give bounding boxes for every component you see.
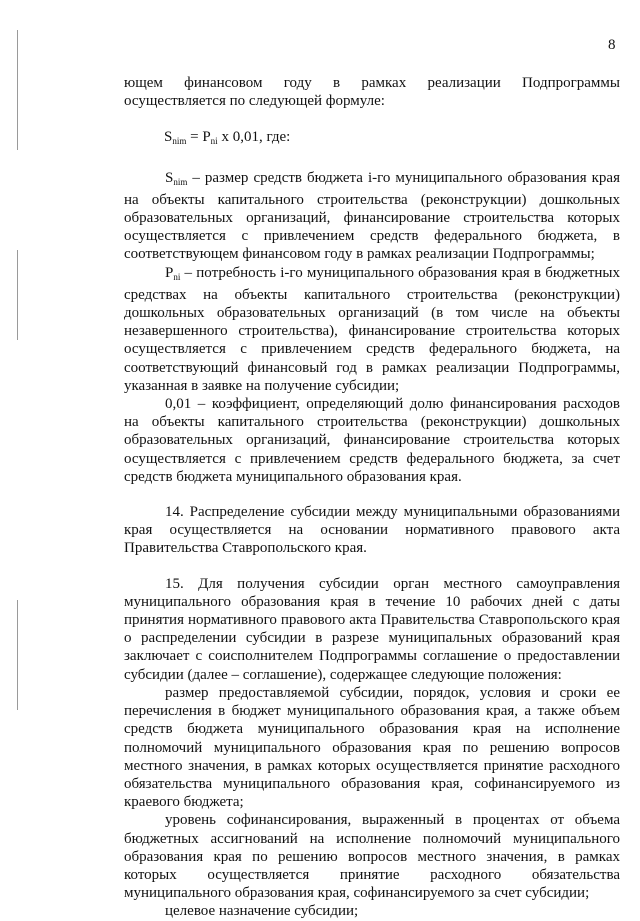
definition-s (124, 169, 620, 264)
formula-p-sub: ni (210, 136, 218, 147)
scan-margin-line (17, 30, 18, 150)
formula-p: P (202, 129, 211, 146)
page-number: 8 (608, 37, 616, 53)
scan-margin-line (17, 250, 18, 340)
formula-s: S (164, 129, 173, 146)
definition-s-text: – размер средств бюджета i-го муниципального образования края на объекты капитального строительства (реконструкции) дошкольных образовательных организаций, финансирование строительства которых осуществляется с привлечением средств федерального бюджета, в соответствующем финансовом году в рамках реализации Подпрограммы; (124, 169, 620, 263)
definition-s-letter: S (165, 169, 174, 186)
formula-s-sub: nim (172, 136, 187, 147)
formula (164, 128, 620, 150)
definition-coefficient: 0,01 – коэффициент, определяющий долю финансирования расходов на объекты капитального строительства (реконструкции) дошкольных образовательных организаций, финансирование строительства которых осуществляется с привлечением средств федерального бюджета, за счет средств бюджета муниципального образования края. (124, 396, 620, 485)
formula-eq: = (186, 129, 203, 146)
definition-p (124, 264, 620, 395)
document-body (124, 74, 620, 921)
definition-p-sub: ni (173, 271, 181, 282)
formula-tail: x 0,01, где: (217, 129, 291, 146)
list-item-cofinancing-level: уровень софинансирования, выраженный в процентах от объема бюджетных ассигнований на исполнение полномочий муниципального образования края по решению вопросов местного значения, в рамках которых осуществляется принятие расходного обязательства муниципального образования края, софинансируемого за счет субсидии; (124, 812, 620, 902)
list-item-purpose: целевое назначение субсидии; (165, 903, 359, 920)
definition-p-letter: P (165, 264, 174, 281)
scan-margin-line (17, 600, 18, 710)
paragraph-15: 15. Для получения субсидии орган местного самоуправления муниципального образования края в течение 10 рабочих дней с даты принятия нормативного правового акта Правительства Ставропольского края о распределении субсидии в разрезе муниципальных образований края заключает с соисполнителем Подпрограммы соглашение о предоставлении субсидии (далее – соглашение), содержащее следующие положения: (124, 575, 620, 683)
definition-p-text: – потребность i-го муниципального образования края в бюджетных средствах на объекты капитального строительства (реконструкции) дошкольных образовательных организаций (в том числе на объекты незавершенного строительства), финансирование строительства которых осуществляется с привлечением средств федерального бюджета, на соответствующий финансовый год в рамках реализации Подпрограммы, указанная в заявке на получение субсидии; (124, 264, 620, 394)
paragraph-14: 14. Распределение субсидии между муниципальными образованиями края осуществляется на основании нормативного правового акта Правительства Ставропольского края. (124, 504, 620, 557)
list-item-subsidy-size: размер предоставляемой субсидии, порядок, условия и сроки ее перечисления в бюджет муниципального образования края, а также объем средств бюджета муниципального образования края на исполнение полномочий муниципального образования края по решению вопросов местного значения, в рамках которых осуществляется принятие расходного обязательства муниципального образования края, софинансируемого из краевого бюджета; (124, 684, 620, 811)
paragraph-intro: ющем финансовом году в рамках реализации Подпрограммы осуществляется по следующей формуле: (124, 75, 620, 110)
definition-s-sub: nim (173, 176, 188, 187)
